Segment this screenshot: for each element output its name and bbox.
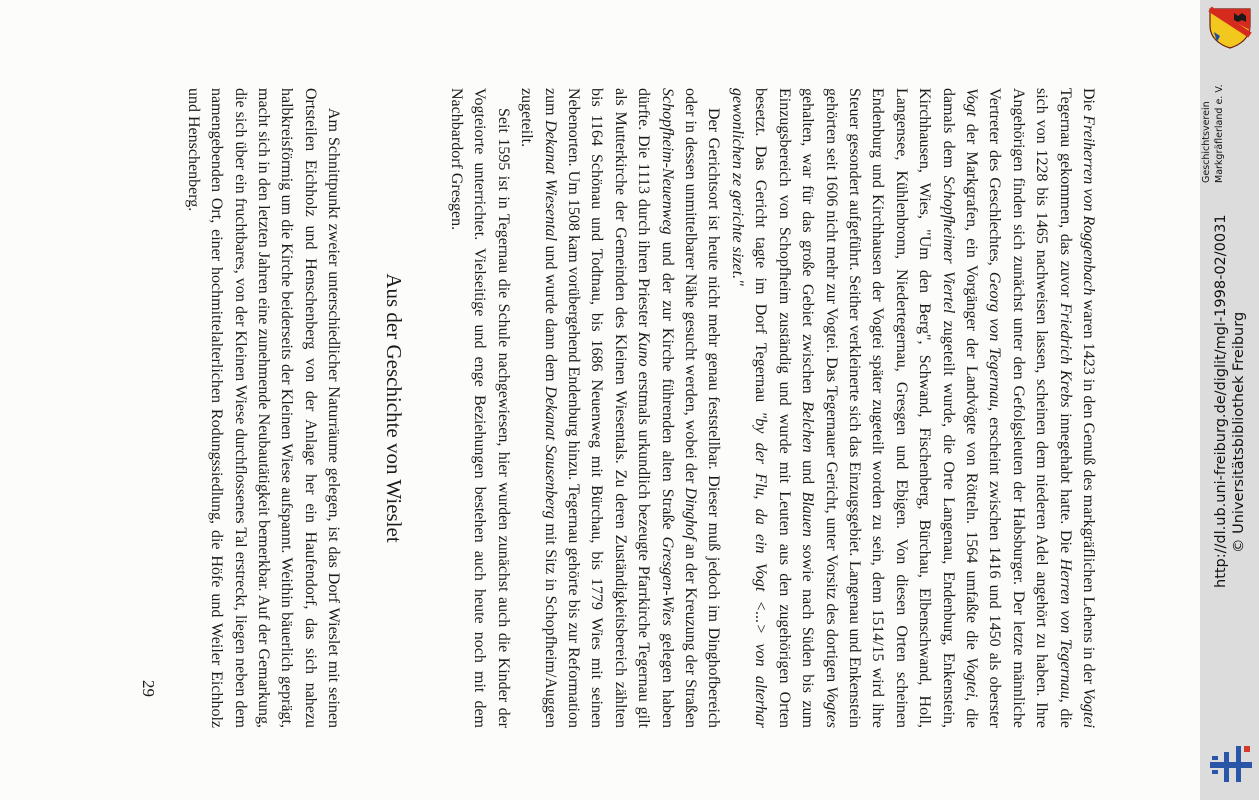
section-heading: Aus der Geschichte von Wieslet [381, 273, 406, 543]
text-column [181, 88, 1100, 728]
viewer-sidebar [1200, 0, 1259, 800]
coat-of-arms-icon [1206, 6, 1254, 50]
paragraph-wieslet: Am Schnittpunkt zweier unterschiedlicher Naturräume gelegen, ist das Dorf Wieslet mit seinen Ortsteilen Eichholz und Henschenberg von der Anlage her ein Haufendorf, das sich nahezu halbkreisförmig um die Kirche beiderseits der Kleinen Wiese aufspannt. Weithin bäuerlich geprägt, macht sich in den letzten Jahren eine zunehmende Neubautätigkeit bemerkbar. Auf der Gemarkung, die sich über ein fruchtbares, von der Kleinen Wiese durchflossenes Tal erstreckt, liegen neben dem namengebenden Ort, einer hochmittelalterlichen Rodungssiedlung, die Höfe und Weiler Eichholz und Henschenberg. [184, 88, 343, 728]
publisher-name-line2: Markgräflerland e. V. [1214, 84, 1225, 183]
ub-freiburg-logo-icon [1208, 742, 1254, 790]
paragraph-roggenbach: Die Freiherren von Roggenbach waren 1423 in den Genuß des markgräflichen Lehens in der Vogtei Tegernau gekommen, das zuvor Friedrich Krebs innegehabt hatte. Die Herren von Tegernau, die sich von 1228 bis 1465 nachweisen lassen, scheinen dem niederen Adel angehört zu haben. Ihre Angehörigen finden sich zunächst unter den Gefolgsleuten der Habsburger. Der letzte männliche Vertreter des Geschlechtes, Georg von Tegernau, erscheint zwischen 1416 und 1450 als oberster Vogt der Markgrafen, ein Vorgänger der Landvögte von Rötteln. 1564 umfaßte die Vogtei, die damals dem Schopfheimer Viertel zugeteilt wurde, die Orte Langenau, Endenburg, Enkenstein, Kirchhausen, Wies, "Um den Berg", Schwand, Fischenberg, Bürchau, Elbenschwand, Holl, Langensee, Kühlenbronn, Niedertegernau, Gresgen und Ebigen. Von diesen Orten scheinen Endenburg und Kirchhausen der Vogtei später zugeteilt worden zu sein, denn 1514/15 wird ihre Steuer gesondert aufgeführt. Seither verkleinerte sich das Einzugsgebiet. Langenau und Enkenstein gehörten seit 1606 nicht mehr zur Vogtei. Das Tegernauer Gericht, unter Vorsitz des dortigen Vogtes gehalten, war für das große Gebiet zwischen Belchen und Blauen sowie nach Süden bis zum Einzugsbereich von Schopfheim zuständig und wurde mit Leuten aus den zugehörigen Orten besetzt. Das Gericht tagte im Dorf Tegernau "by der Flu, da ein Vogt <...> von alterhar gewonlichen ze gerichte sizet." [728, 88, 1097, 729]
source-url-link[interactable]: http://dl.ub.uni-freiburg.de/diglit/mgl-1998-02/0031 [1213, 214, 1229, 588]
copyright-notice: © Universitätsbibliothek Freiburg [1231, 311, 1247, 553]
paragraph-gerichtsort: Der Gerichtsort ist heute nicht mehr genau feststellbar. Dieser muß jedoch im Dinghofbereich oder in dessen unmittelbarer Nähe gesucht werden, wobei der Dinghof an der Kreuzung der Straßen Schopfheim-Neuenweg und der zur Kirche führenden alten Straße Gresgen-Wies gelegen haben dürfte. Die 1113 durch ihren Priester Kuno erstmals urkundlich bezeugte Pfarrkirche Tegernau gilt als Mutterkirche der Gemeinden des Kleinen Wiesentals. Zu deren Zuständigkeitsbereich zählten bis 1164 Schönau und Todtnau, bis 1686 Neuenweg mit Bürchau, bis 1779 Wies mit seinen Nebenorten. Um 1508 kam vorübergehend Endenburg hinzu. Tegernau gehörte bis zur Reformation zum Dekanat Wiesental und wurde dann dem Dekanat Sausenberg mit Sitz in Schopfheim/Auggen zugeteilt. [518, 88, 723, 729]
paragraph-schule: Seit 1595 ist in Tegernau die Schule nachgewiesen, hier wurden zunächst auch die Kinder der Vogteiorte unterrichtet. Vielseitige und enge Beziehungen bestehen auch heute noch mit dem Nachbardorf Gresgen. [448, 88, 512, 728]
publisher-name-line1: Geschichtsverein [1201, 101, 1212, 183]
page-number: 29 [139, 680, 158, 697]
